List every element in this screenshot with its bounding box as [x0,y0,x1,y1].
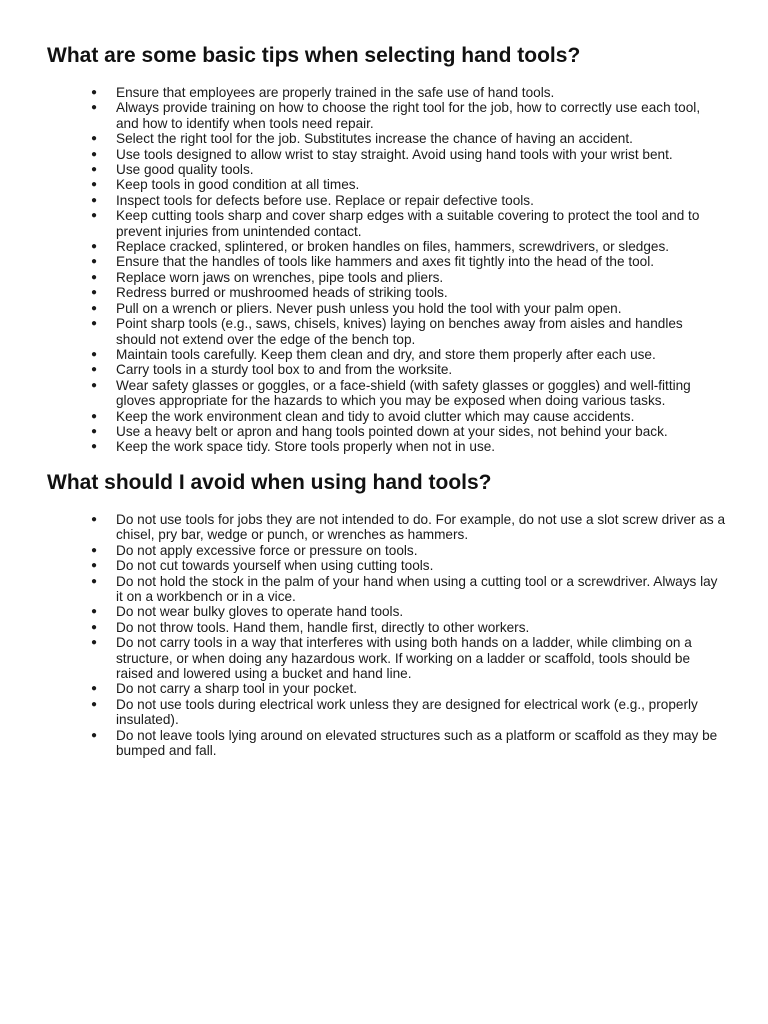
bullet-icon: ● [91,575,98,587]
bullet-icon: ● [91,318,98,330]
list-item-text: Carry tools in a sturdy tool box to and from the worksite. [116,362,453,378]
bullet-icon: ● [91,148,98,160]
list-item [0,347,726,362]
list-item [0,285,726,300]
bullet-icon: ● [91,102,98,114]
list-item-text: Use good quality tools. [116,162,254,178]
list-item [0,543,726,558]
avoid-tips-list [0,512,768,759]
bullet-icon: ● [91,729,98,741]
list-item [0,512,726,543]
list-item-text: Maintain tools carefully. Keep them clean and dry, and store them properly after each use. [116,346,656,362]
bullet-icon: ● [91,256,98,268]
bullet-icon: ● [91,241,98,253]
bullet-icon: ● [91,514,98,525]
bullet-icon: ● [91,364,98,376]
list-item [0,316,726,347]
list-item-text: Keep tools in good condition at all times. [116,177,360,193]
bullet-icon: ● [91,606,98,618]
bullet-icon: ● [91,379,98,391]
list-item-text: Do not use tools for jobs they are not intended to do. For example, do not use a slot screw driver as a chisel, pry bar, wedge or punch, or wrenches as hammers. [116,512,726,543]
list-item [0,558,726,573]
list-item-text: Ensure that employees are properly trained in the safe use of hand tools. [116,85,555,100]
bullet-icon: ● [91,302,98,314]
list-item-text: Redress burred or mushroomed heads of striking tools. [116,285,448,301]
list-item-text: Keep the work space tidy. Store tools properly when not in use. [116,439,496,455]
bullet-icon: ● [91,560,98,572]
list-item [0,620,726,635]
list-item [0,147,726,162]
list-item [0,409,726,424]
list-item-text: Do not cut towards yourself when using cutting tools. [116,558,434,574]
bullet-icon: ● [91,698,98,710]
list-item [0,100,726,131]
bullet-icon: ● [91,425,98,437]
list-item [0,604,726,619]
list-item [0,131,726,146]
list-item-text: Wear safety glasses or goggles, or a face-shield (with safety glasses or goggles) and well-fitting gloves appropriate for the hazards to which you may be exposed when doing various tasks. [116,377,691,409]
list-item [0,254,726,269]
bullet-icon: ● [91,179,98,191]
list-item-text: Do not throw tools. Hand them, handle first, directly to other workers. [116,619,530,635]
bullet-icon: ● [91,410,98,422]
list-item-text: Use tools designed to allow wrist to stay straight. Avoid using hand tools with your wrist bent. [116,146,673,162]
bullet-icon: ● [91,210,98,222]
list-item [0,162,726,177]
bullet-icon: ● [91,544,98,556]
bullet-icon: ● [91,194,98,206]
section-heading-selecting-tools: What are some basic tips when selecting hand tools? [47,44,581,67]
list-item [0,301,726,316]
list-item-text: Replace cracked, splintered, or broken handles on files, hammers, screwdrivers, or sledges. [116,239,670,255]
bullet-icon: ● [91,348,98,360]
bullet-icon: ● [91,683,98,695]
list-item-text: Ensure that the handles of tools like hammers and axes fit tightly into the head of the tool. [116,254,655,270]
section-heading-avoid: What should I avoid when using hand tools? [47,471,492,494]
list-item [0,270,726,285]
list-item [0,728,726,759]
list-item [0,697,726,728]
list-item-text: Do not carry tools in a way that interferes with using both hands on a ladder, while climbing on a structure, or when doing any hazardous work. If working on a ladder or scaffold, tools should be raised and lowered using a bucket and hand line. [116,635,692,682]
bullet-icon: ● [91,87,98,98]
list-item-text: Replace worn jaws on wrenches, pipe tools and pliers. [116,269,444,285]
list-item [0,681,726,696]
list-item-text: Do not hold the stock in the palm of your hand when using a cutting tool or a screwdriver. Always lay it on a workbench or in a vice. [116,573,718,605]
list-item [0,177,726,192]
bullet-icon: ● [91,621,98,633]
list-item [0,193,726,208]
list-item-text: Do not use tools during electrical work unless they are designed for electrical work (e.g., properly insulated). [116,696,698,728]
list-item-text: Keep the work environment clean and tidy to avoid clutter which may cause accidents. [116,408,635,424]
list-item-text: Inspect tools for defects before use. Replace or repair defective tools. [116,192,534,208]
list-item [0,378,726,409]
list-item [0,85,726,100]
list-item-text: Do not carry a sharp tool in your pocket. [116,681,358,697]
list-item [0,208,726,239]
list-item-text: Point sharp tools (e.g., saws, chisels, knives) laying on benches away from aisles and handles should not extend over the edge of the bench top. [116,316,683,347]
list-item [0,239,726,254]
list-item-text: Keep cutting tools sharp and cover sharp edges with a suitable covering to protect the tool and to prevent injuries from unintended contact. [116,208,700,239]
bullet-icon: ● [91,637,98,649]
bullet-icon: ● [91,133,98,145]
list-item [0,439,726,454]
list-item-text: Do not leave tools lying around on elevated structures such as a platform or scaffold as they may be bumped and fall. [116,727,718,759]
list-item [0,424,726,439]
bullet-icon: ● [91,271,98,283]
list-item-text: Select the right tool for the job. Substitutes increase the chance of having an accident. [116,131,633,147]
bullet-icon: ● [91,441,98,453]
list-item [0,574,726,605]
list-item-text: Use a heavy belt or apron and hang tools pointed down at your sides, not behind your back. [116,423,668,439]
list-item-text: Do not wear bulky gloves to operate hand tools. [116,604,404,620]
list-item [0,635,726,681]
bullet-icon: ● [91,287,98,299]
list-item-text: Pull on a wrench or pliers. Never push unless you hold the tool with your palm open. [116,300,622,316]
list-item [0,362,726,377]
selecting-tips-list [0,85,768,455]
list-item-text: Do not apply excessive force or pressure on tools. [116,542,418,558]
list-item-text: Always provide training on how to choose the right tool for the job, how to correctly use each tool, and how to identify when tools need repair. [116,100,701,131]
bullet-icon: ● [91,164,98,176]
